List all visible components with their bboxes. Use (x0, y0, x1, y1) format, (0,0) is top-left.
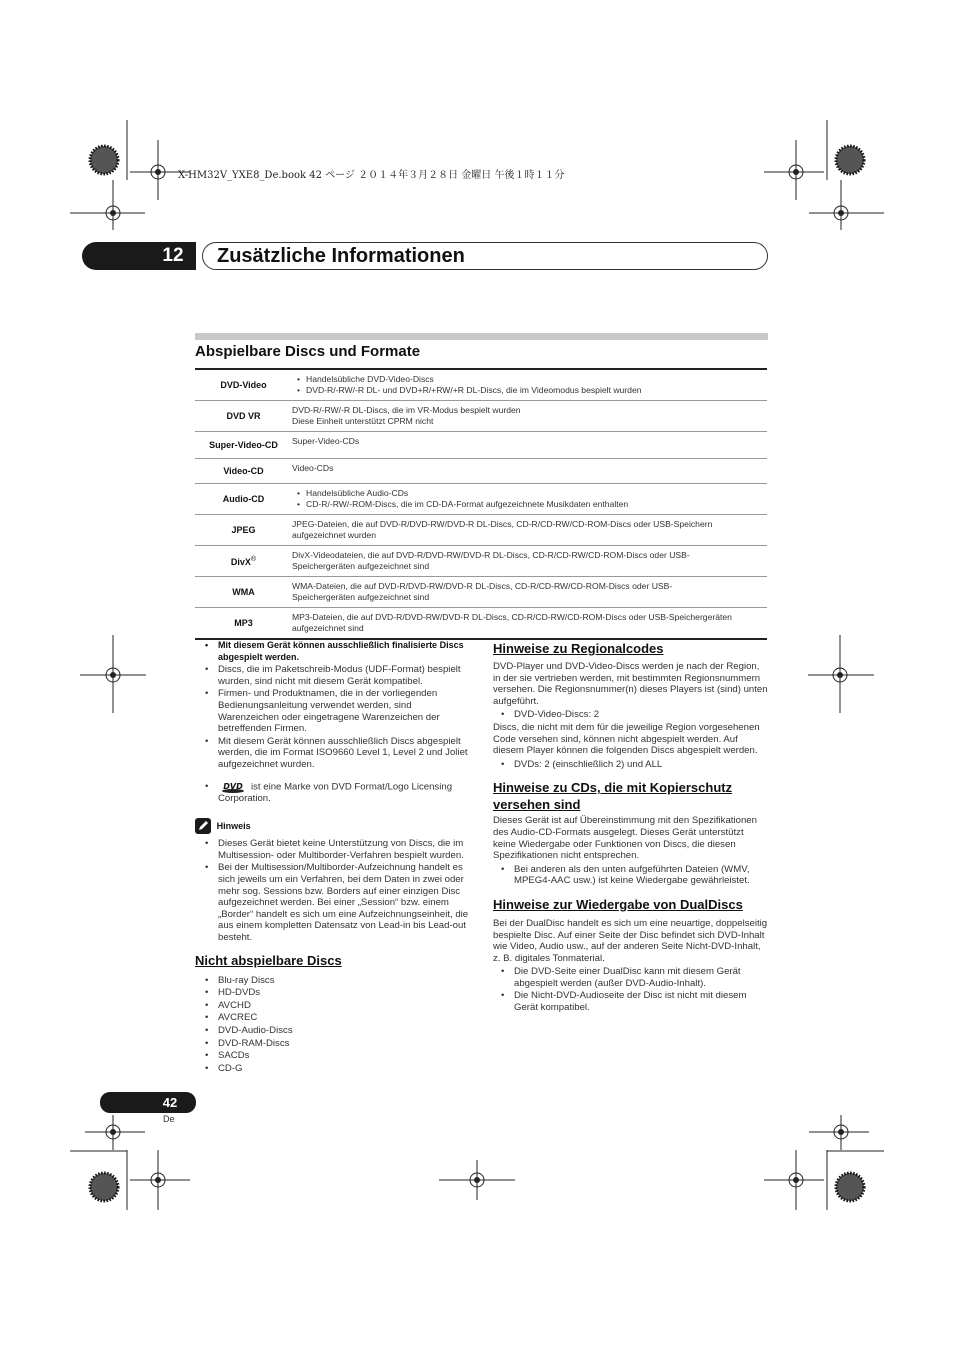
table-row (195, 515, 767, 546)
format-desc-line: Video-CDs (292, 463, 334, 473)
format-name: Audio-CD (195, 484, 292, 515)
region-paragraph: DVD-Player und DVD-Video-Discs werden je nach der Region, in der sie vertrieben werden, mit bestimmten Regionsnummern versehen. Die Regionsnummer(n) dieses Players ist (sind) unten aufgeführt. (493, 661, 768, 707)
list-item: • DVDs: 2 (einschließlich 2) und ALL (491, 759, 768, 771)
list-item: • Discs, die im Paketschreib-Modus (UDF-Format) bespielt wurden, sind nicht mit diesem Gerät kompatibel. (195, 664, 473, 687)
not-playable-title: Nicht abspielbare Discs (195, 952, 342, 968)
list-item (195, 781, 473, 805)
format-desc-line: DivX-Videodateien, die auf DVD-R/DVD-RW/DVD-R DL-Discs, CD-R/CD-RW/CD-ROM-Discs oder USB- (292, 550, 690, 560)
list-item: • DVD-Audio-Discs (195, 1025, 473, 1037)
hints-list (195, 838, 473, 943)
format-desc-line: MP3-Dateien, die auf DVD-R/DVD-RW/DVD-R DL-Discs, CD-R/CD-RW/CD-ROM-Discs oder USB-Speichergeräten (292, 612, 732, 622)
list-item: • SACDs (195, 1050, 473, 1062)
dualdisc-title: Hinweise zur Wiedergabe von DualDiscs (493, 896, 743, 912)
dvd-trademark-text: ist eine Marke von DVD Format/Logo Licensing (251, 781, 453, 793)
section-title: Abspielbare Discs und Formate (195, 343, 421, 360)
format-name: Video-CD (195, 459, 292, 484)
registration-mark-mid-right (806, 635, 876, 715)
list-item: • Firmen- und Produktnamen, die in der vorliegenden Bedienungsanleitung verwendet werden, sind Warenzeichen oder eingetragene Warenzeichen der betreffenden Firmen. (195, 688, 473, 734)
list-item: • Bei der Multisession/Multiborder-Aufzeichnung handelt es sich jeweils um ein Verfahren, bei dem Daten in zwei oder mehr sog. Sessions bzw. Borders auf einer einzigen Disc aufgezeichnet werden. Bei einer „Session“ bzw. einem „Border“ handelt es sich um eine Aufzeichnungseinheit, die aus einem kompletten Datensatz von Lead-in bis Lead-out besteht. (195, 862, 473, 943)
registration-mark-mid-left (80, 635, 150, 715)
format-desc-item: • DVD-R/-RW/-R DL- und DVD+R/+RW/+R DL-Discs, die im Videomodus bespielt wurden (306, 385, 767, 396)
format-desc-line: WMA-Dateien, die auf DVD-R/DVD-RW/DVD-R DL-Discs, CD-R/CD-RW/CD-ROM-Discs oder USB- (292, 581, 673, 591)
list-item: • Mit diesem Gerät können ausschließlich finalisierte Discs abgespielt werden. (195, 640, 473, 663)
format-desc-line: aufgezeichnet sind (292, 623, 364, 633)
registration-mark-bottom-center (437, 1160, 517, 1200)
copy-protection-title: Hinweise zu CDs, die mit Kopierschutz versehen sind (493, 780, 733, 813)
format-name: DivX (230, 557, 251, 567)
section-bar (195, 333, 768, 340)
table-row (195, 369, 767, 401)
list-item: • HD-DVDs (195, 987, 473, 999)
list-item: • Die DVD-Seite einer DualDisc kann mit diesem Gerät abgespielt werden (außer DVD-Audio-Inhalt). (491, 966, 768, 989)
left-column (195, 640, 473, 1075)
format-desc-line: Super-Video-CDs (292, 436, 360, 446)
dvd-trademark-text-2: Corporation. (218, 792, 271, 804)
registration-mark-top-right (754, 120, 954, 230)
list-item: • CD-G (195, 1063, 473, 1075)
format-desc-line: JPEG-Dateien, die auf DVD-R/DVD-RW/DVD-R DL-Discs, CD-R/CD-RW/CD-ROM-Discs oder USB-Speichern (292, 519, 713, 529)
not-playable-list (195, 975, 473, 1075)
format-name: WMA (195, 577, 292, 608)
chapter-title: Zusätzliche Informationen (217, 245, 465, 267)
list-item: • AVCREC (195, 1012, 473, 1024)
format-name: DVD-Video (195, 369, 292, 401)
dualdisc-paragraph: Bei der DualDisc handelt es sich um eine neuartige, doppelseitig bespielte Disc. Auf einer Seite der Disc befindet sich DVD-Inhalt wie Video, Audio usw., auf der anderen Seite Nicht-DVD-Inhalt, z. B. digitales Tonmaterial. (493, 917, 768, 964)
chapter-number: 12 (162, 245, 184, 266)
format-name: MP3 (234, 617, 253, 628)
list-item: • Dieses Gerät bietet keine Unterstützung von Discs, die im Multisession- oder Multiborder-Verfahren bespielt wurden. (195, 838, 473, 861)
table-row (195, 459, 767, 484)
format-desc-line: aufgezeichnet wurden (292, 530, 377, 540)
format-desc-item: • Handelsübliche DVD-Video-Discs (306, 374, 767, 385)
list-item: • DVD-RAM-Discs (195, 1038, 473, 1050)
list-item: • Blu-ray Discs (195, 975, 473, 987)
dvd-logo-text: • DVD (223, 781, 243, 791)
dvd-logo-icon (221, 781, 245, 793)
hint-heading (195, 818, 473, 834)
copy-protection-paragraph: Dieses Gerät ist auf Übereinstimmung mit den Spezifikationen des Audio-CD-Formats ausgelegt. Dieses Gerät unterstützt keine Wiedergabe oder Funktionen von Discs, die diesen Spezifikationen nicht entsprechen. (493, 815, 757, 862)
list-item: • Die Nicht-DVD-Audioseite der Disc ist nicht mit diesem Gerät kompatibel. (491, 990, 768, 1013)
notes-list (195, 640, 473, 771)
page-number: 42 (162, 1095, 178, 1110)
table-row (195, 401, 767, 432)
table-row (195, 546, 767, 577)
right-column (493, 640, 768, 1015)
registration-mark-bottom-right (754, 1115, 954, 1210)
table-row (195, 432, 767, 459)
format-name: Super-Video-CD (195, 432, 292, 459)
format-desc-line: Speichergeräten aufgezeichnet sind (292, 561, 430, 571)
table-row (195, 577, 767, 608)
format-desc-item: • Handelsübliche Audio-CDs (306, 488, 767, 499)
registered-mark: ® (250, 556, 257, 563)
list-item: • Mit diesem Gerät können ausschließlich Discs abgespielt werden, die im Format ISO9660 Level 1, Level 2 und Joliet aufgezeichnet wurden. (195, 736, 473, 771)
formats-table (195, 368, 767, 640)
dvd-trademark-list (195, 781, 473, 805)
region-paragraph-2: Discs, die nicht mit dem für die jeweilige Region vorgesehenen Code versehen sind, können nicht abgespielt werden. Auf diesem Player können die folgenden Discs abgespielt werden. (493, 721, 760, 757)
hint-title: Hinweis (216, 820, 251, 831)
format-desc-line: Speichergeräten aufgezeichnet sind (292, 592, 430, 602)
registration-mark-bottom-left (0, 1115, 200, 1210)
list-item: • AVCHD (195, 1000, 473, 1012)
format-desc-item: • CD-R/-RW/-ROM-Discs, die im CD-DA-Format aufgezeichnete Musikdaten enthalten (306, 499, 767, 510)
format-name: DVD VR (195, 401, 292, 432)
list-item: • Bei anderen als den unten aufgeführten Dateien (WMV, MPEG4-AAC usw.) ist keine Wiedergabe gewährleistet. (491, 864, 768, 887)
table-row (195, 608, 767, 640)
format-name: JPEG (195, 515, 292, 546)
registration-mark-top-left (0, 120, 200, 230)
table-row (195, 484, 767, 515)
page-language: De (163, 1114, 175, 1124)
format-desc-line: DVD-R/-RW/-R DL-Discs, die im VR-Modus bespielt wurden (292, 405, 521, 415)
pencil-icon (195, 818, 211, 834)
format-desc-line: Diese Einheit unterstützt CPRM nicht (292, 416, 434, 426)
region-title: Hinweise zu Regionalcodes (493, 641, 664, 656)
list-item: • DVD-Video-Discs: 2 (491, 709, 768, 721)
book-info-line: X-HM32V_YXE8_De.book 42 ページ ２０１４年３月２８日 金曜日 午後１時１１分 (178, 170, 565, 181)
